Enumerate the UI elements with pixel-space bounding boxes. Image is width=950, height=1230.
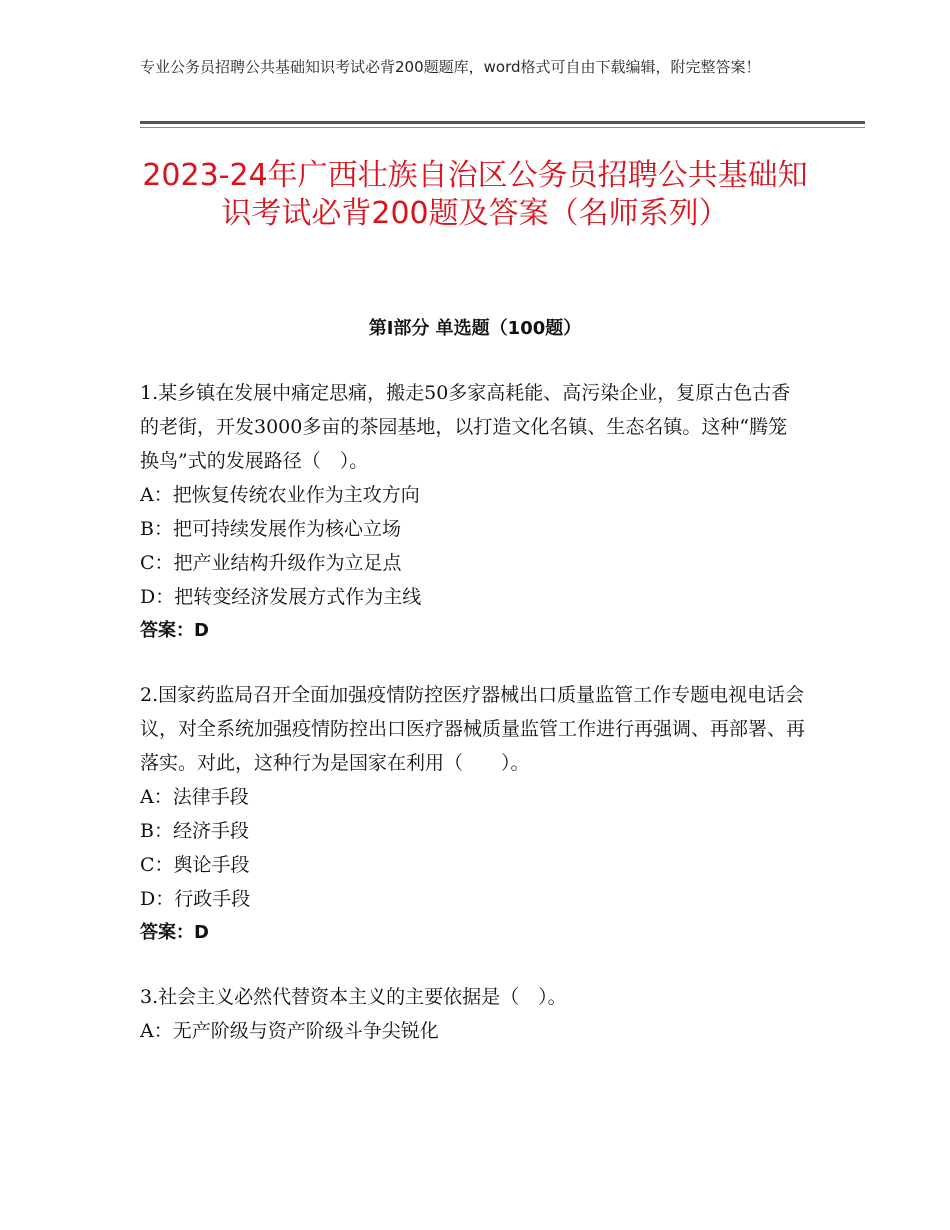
option-b: B：经济手段 (140, 820, 249, 842)
question-stem: 1.某乡镇在发展中痛定思痛，搬走50多家高耗能、高污染企业，复原古色古香的老街，开发3000多亩的茶园基地，以打造文化名镇、生态名镇。这种“腾笼换鸟”式的发展路径（ ）。 (140, 382, 791, 472)
header-rule-thin (140, 127, 865, 128)
question-stem: 3.社会主义必然代替资本主义的主要依据是（ ）。 (140, 986, 567, 1008)
question-3 (140, 980, 805, 1048)
option-a: A：把恢复传统农业作为主攻方向 (140, 484, 420, 506)
question-1 (140, 376, 805, 648)
answer-line: 答案：D (140, 620, 209, 641)
header-note: 专业公务员招聘公共基础知识考试必背200题题库，word格式可自由下载编辑，附完整答案！ (140, 58, 761, 76)
section-heading: 第I部分 单选题（100题） (368, 318, 582, 339)
question-list (140, 376, 805, 1078)
option-a: A：无产阶级与资产阶级斗争尖锐化 (140, 1020, 439, 1042)
document-title: 2023-24年广西壮族自治区公务员招聘公共基础知识考试必背200题及答案（名师系列） (142, 158, 808, 231)
question-stem: 2.国家药监局召开全面加强疫情防控医疗器械出口质量监管工作专题电视电话会议，对全系统加强疫情防控出口医疗器械质量监管工作进行再强调、再部署、再落实。对此，这种行为是国家在利用（ ）。 (140, 684, 806, 774)
question-2 (140, 678, 805, 950)
option-c: C：舆论手段 (140, 854, 250, 876)
header-rule-thick (140, 121, 865, 124)
option-c: C：把产业结构升级作为立足点 (140, 552, 402, 574)
answer-line: 答案：D (140, 922, 209, 943)
option-b: B：把可持续发展作为核心立场 (140, 518, 401, 540)
option-d: D：行政手段 (140, 888, 251, 910)
option-d: D：把转变经济发展方式作为主线 (140, 586, 422, 608)
option-a: A：法律手段 (140, 786, 249, 808)
